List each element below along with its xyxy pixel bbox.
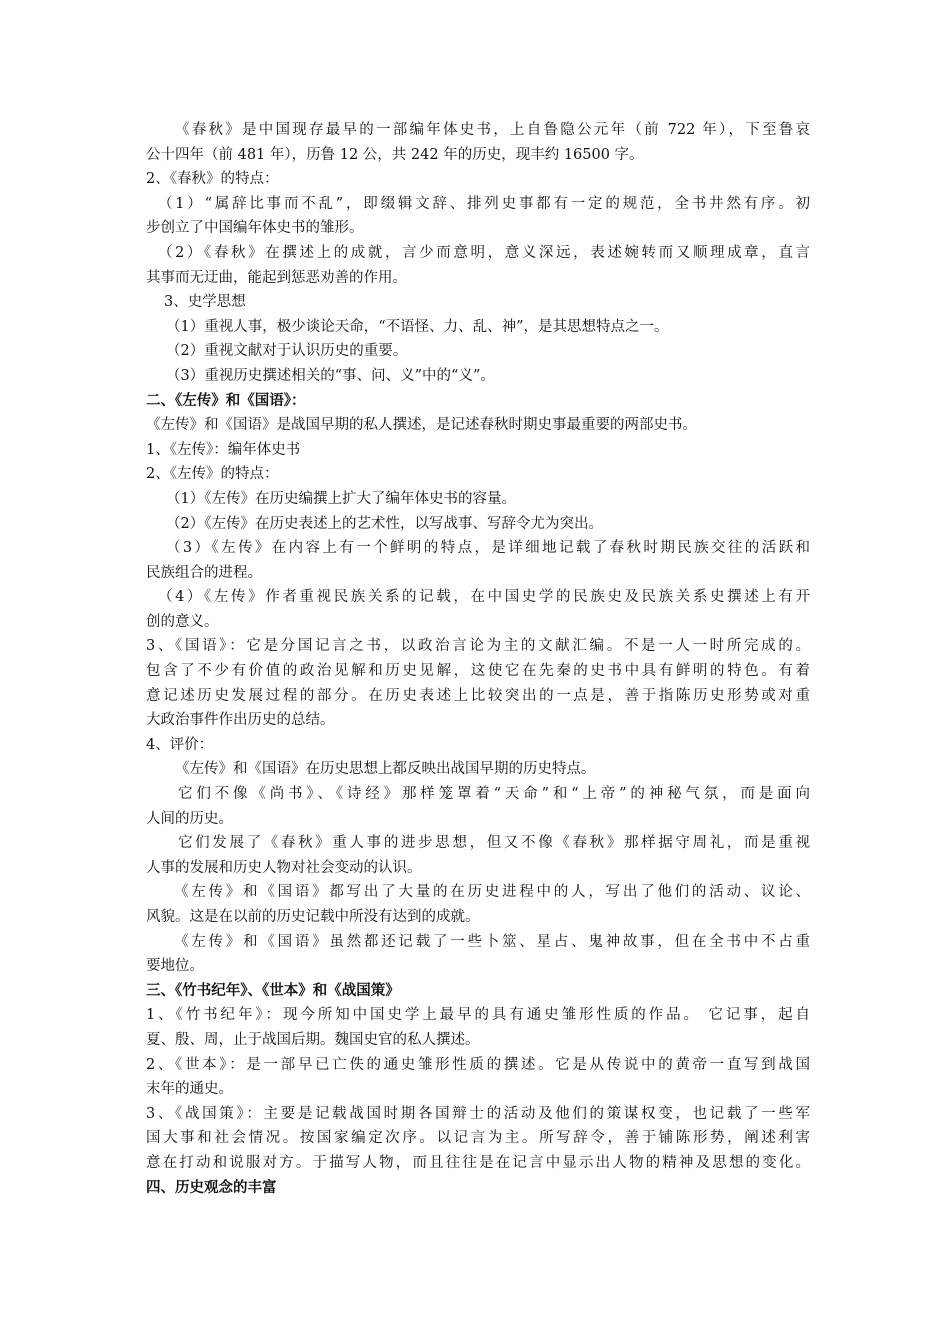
text-line: 人间的历史。 — [146, 810, 233, 827]
text-line: 《左传》和《国语》是战国早期的私人撰述，是记述春秋时期史事最重要的两部史书。 — [146, 417, 697, 434]
text-line: 它们发展了《春秋》重人事的进步思想，但又不像《春秋》那样据守周礼，而是重视 — [178, 835, 810, 852]
text-line: 步创立了中国编年体史书的雏形。 — [146, 220, 364, 237]
text-line: 国大事和社会情况。按国家编定次序。以记言为主。所写辞令，善于铺陈形势，阐述利害 — [146, 1130, 810, 1147]
text-line: 风貌。这是在以前的历史记载中所没有达到的成就。 — [146, 909, 480, 925]
text-line: 4、评价： — [146, 736, 214, 753]
text-line: （4）《左传》作者重视民族关系的记载，在中国史学的民族史及民族关系史撰述上有开 — [158, 589, 810, 606]
text-line: 夏、殷、周，止于战国后期。魏国史官的私人撰述。 — [146, 1031, 480, 1048]
document-page — [146, 118, 810, 1200]
text-line: 2、《世本》：是一部早已亡佚的通史雏形性质的撰述。它是从传说中的黄帝一直写到战国 — [146, 1056, 810, 1073]
text-line: （1）《左传》在历史编撰上扩大了编年体史书的容量。 — [166, 490, 516, 507]
text-line: 《左传》和《国语》虽然都还记载了一些卜筮、星占、鬼神故事，但在全书中不占重 — [174, 933, 810, 950]
text-line: 意记述历史发展过程的部分。在历史表述上比较突出的一点是，善于指陈历史形势或对重 — [146, 687, 810, 704]
section-heading: 四、历史观念的丰富 — [146, 1178, 277, 1196]
text-line: 包含了不少有价值的政治见解和历史见解，这使它在先秦的史书中具有鲜明的特色。有着 — [146, 663, 810, 680]
section-heading: 三、《竹书纪年》、《世本》和《战国策》 — [146, 981, 400, 999]
text-line: （1）重视人事，极少谈论天命，“不语怪、力、乱、神”，是其思想特点之一。 — [166, 318, 669, 335]
text-line: （2）重视文献对于认识历史的重要。 — [166, 343, 408, 360]
text-line: （1）“属辞比事而不乱”，即缀辑文辞、排列史事都有一定的规范，全书井然有序。初 — [158, 195, 810, 212]
text-line: 意在打动和说服对方。于描写人物，而且往往是在记言中显示出人物的精神及思想的变化。 — [146, 1154, 810, 1171]
text-line: 《春秋》是中国现存最早的一部编年体史书，上自鲁隐公元年（前 722 年），下至鲁哀 — [175, 122, 810, 138]
text-line: 1、《竹书纪年》：现今所知中国史学上最早的具有通史雏形性质的作品。 它记事，起自 — [146, 1007, 810, 1024]
text-line: 其事而无迂曲，能起到惩恶劝善的作用。 — [146, 269, 407, 286]
text-line: 它们不像《尚书》、《诗经》那样笼罩着“天命”和“上帝”的神秘气氛，而是面向 — [178, 786, 810, 803]
text-line: （3）重视历史撰述相关的“事、问、义”中的“义”。 — [166, 367, 495, 384]
text-line: 创的意义。 — [146, 613, 219, 630]
text-line: 3、《战国策》：主要是记载战国时期各国辩士的活动及他们的策谋权变，也记载了一些军 — [146, 1105, 810, 1122]
text-line: （3）《左传》在内容上有一个鲜明的特点，是详细地记载了春秋时期民族交往的活跃和 — [166, 540, 810, 557]
text-line: 民族组合的进程。 — [146, 564, 262, 581]
text-line: 公十四年（前 481 年），历鲁 12 公，共 242 年的历史，现丰约 16500 字。 — [146, 146, 644, 163]
text-line: 《左传》和《国语》在历史思想上都反映出战国早期的历史特点。 — [175, 761, 596, 778]
text-line: 要地位。 — [146, 958, 204, 975]
text-line: 大政治事件作出历史的总结。 — [146, 712, 335, 729]
text-line: （2）《左传》在历史表述上的艺术性，以写战事、写辞令尤为突出。 — [166, 515, 603, 532]
text-line: 2、《左传》的特点： — [146, 466, 279, 483]
text-line: 1、《左传》：编年体史书 — [146, 441, 301, 458]
text-line: （2）《春秋》在撰述上的成就，言少而意明，意义深远，表述婉转而又顺理成章，直言 — [158, 244, 810, 261]
text-line: 《左传》和《国语》都写出了大量的在历史进程中的人，写出了他们的活动、议论、 — [174, 884, 810, 901]
text-line: 3、《国语》：它是分国记言之书，以政治言论为主的文献汇编。不是一人一时所完成的。 — [146, 638, 810, 655]
section-heading: 二、《左传》和《国语》： — [146, 391, 306, 409]
text-line: 3、史学思想 — [164, 294, 246, 311]
text-line: 末年的通史。 — [146, 1081, 233, 1098]
text-line: 人事的发展和历史人物对社会变动的认识。 — [146, 859, 422, 876]
text-line: 2、《春秋》的特点： — [146, 171, 279, 188]
